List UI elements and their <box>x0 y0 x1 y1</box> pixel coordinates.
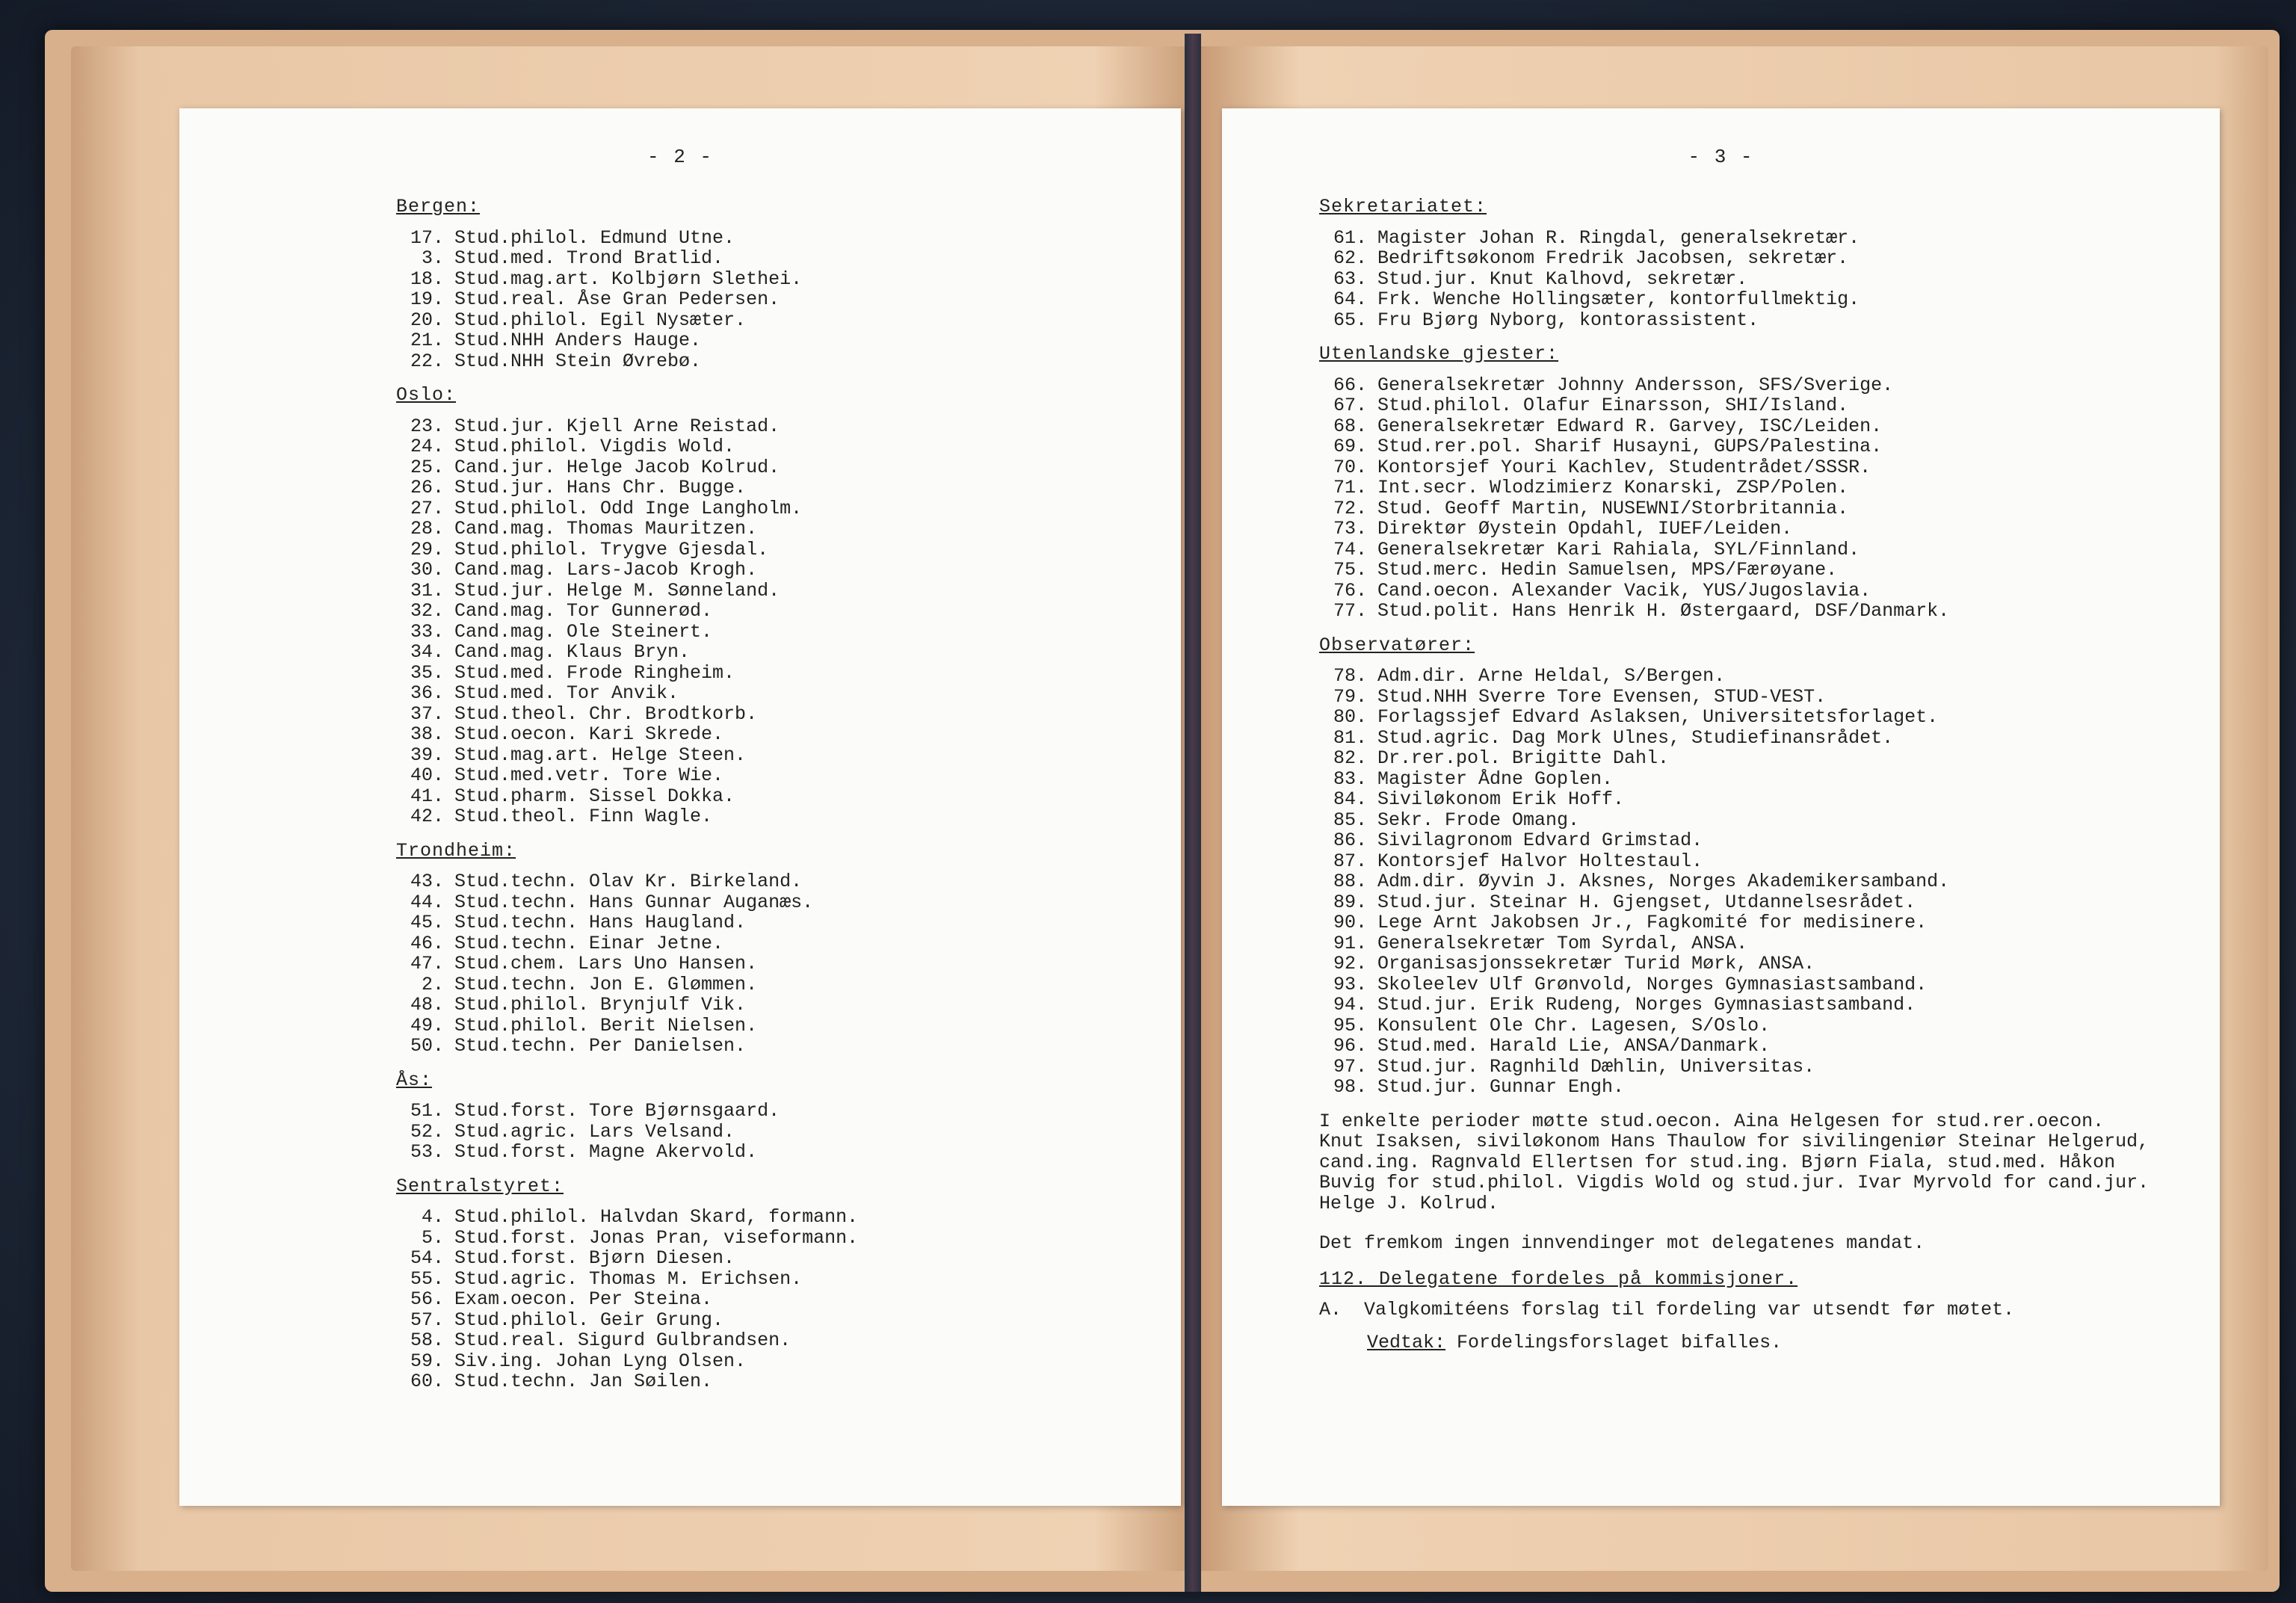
left-page <box>179 108 1181 1506</box>
delegate-row <box>1319 871 2204 892</box>
delegate-row <box>1319 728 2204 749</box>
delegate-number: 38. <box>410 723 444 745</box>
delegate-number: 37. <box>410 702 444 725</box>
delegate-row <box>1319 933 2204 954</box>
delegate-number: 76. <box>1333 579 1367 602</box>
delegate-number: 98. <box>1333 1076 1367 1098</box>
delegate-name: Stud.jur. Erik Rudeng, Norges Gymnasiastsamband. <box>1377 994 1916 1016</box>
section-heading: Observatører: <box>1319 634 1475 656</box>
delegate-number: 36. <box>410 682 444 704</box>
delegate-row <box>396 560 858 581</box>
delegate-name: Stud.philol. Olafur Einarsson, SHI/Island. <box>1377 395 1849 416</box>
delegate-row <box>396 478 858 498</box>
delegate-name: Skoleelev Ulf Grønvold, Norges Gymnasiastsamband. <box>1377 973 1928 995</box>
delegate-row <box>396 871 858 892</box>
delegate-name: Stud.forst. Magne Akervold. <box>454 1141 758 1163</box>
delegate-name: Cand.mag. Lars-Jacob Krogh. <box>454 559 758 581</box>
delegate-row <box>396 1351 858 1372</box>
delegate-number: 47. <box>410 953 444 975</box>
delegate-name: Stud.jur. Knut Kalhovd, sekretær. <box>1377 268 1748 290</box>
delegate-name: Sivilagronom Edvard Grimstad. <box>1377 830 1703 851</box>
delegate-row <box>1319 830 2204 851</box>
delegate-number: 26. <box>410 477 444 498</box>
delegate-name: Stud.med. Trond Bratlid. <box>454 247 724 269</box>
delegate-number: 60. <box>410 1371 444 1392</box>
delegate-name: Stud.techn. Per Danielsen. <box>454 1035 747 1057</box>
delegate-name: Bedriftsøkonom Fredrik Jacobsen, sekretær. <box>1377 247 1849 269</box>
delegate-number: 3. <box>421 247 444 269</box>
delegate-name: Cand.mag. Thomas Mauritzen. <box>454 518 758 540</box>
delegate-row <box>396 519 858 540</box>
mandate-paragraph: Det fremkom ingen innvendinger mot delegatenes mandat. <box>1319 1232 1925 1254</box>
delegate-row <box>396 1371 858 1392</box>
delegate-number: 81. <box>1333 726 1367 749</box>
delegate-row <box>1319 540 2204 560</box>
delegate-row <box>396 765 858 786</box>
delegate-name: Cand.mag. Ole Steinert. <box>454 620 713 643</box>
delegate-row <box>396 540 858 560</box>
delegate-number: 46. <box>410 932 444 954</box>
delegate-name: Stud.real. Sigurd Gulbrandsen. <box>454 1329 791 1351</box>
page-number: - 2 - <box>646 146 713 168</box>
vedtak-text: Fordelingsforslaget bifalles. <box>1445 1331 1783 1353</box>
delegate-number: 5. <box>421 1226 444 1249</box>
delegate-name: Exam.oecon. Per Steina. <box>454 1288 713 1310</box>
delegate-row <box>396 416 858 437</box>
delegate-number: 39. <box>410 744 444 766</box>
delegate-name: Stud.philol. Edmund Utne. <box>454 226 735 249</box>
delegate-row <box>396 892 858 913</box>
delegate-number: 62. <box>1333 247 1367 269</box>
delegate-number: 59. <box>410 1350 444 1372</box>
delegate-name: Generalsekretær Johnny Andersson, SFS/Sverige. <box>1377 374 1894 396</box>
delegate-row <box>396 601 858 622</box>
delegate-row <box>396 1036 858 1057</box>
delegate-name: Stud.pharm. Sissel Dokka. <box>454 785 735 807</box>
delegate-row <box>396 806 858 827</box>
delegate-number: 94. <box>1333 994 1367 1016</box>
delegate-row <box>1319 457 2204 478</box>
delegate-name: Stud.forst. Bjørn Diesen. <box>454 1247 735 1269</box>
delegate-row <box>396 683 858 704</box>
delegate-name: Stud.techn. Olav Kr. Birkeland. <box>454 871 803 892</box>
delegate-row <box>396 704 858 725</box>
delegate-number: 56. <box>410 1288 444 1310</box>
delegate-name: Stud.jur. Hans Chr. Bugge. <box>454 477 747 498</box>
section-heading: Bergen: <box>396 196 481 217</box>
delegate-row <box>396 1310 858 1331</box>
delegate-row <box>396 995 858 1016</box>
delegate-row <box>1319 228 2204 249</box>
delegate-name: Stud.jur. Steinar H. Gjengset, Utdannelsesrådet. <box>1377 891 1916 913</box>
delegate-name: Stud.mag.art. Kolbjørn Slethei. <box>454 268 803 290</box>
delegate-name: Cand.mag. Tor Gunnerød. <box>454 600 713 622</box>
section-heading: Trondheim: <box>396 839 516 862</box>
delegate-row <box>1319 478 2204 498</box>
delegate-name: Stud.philol. Odd Inge Langholm. <box>454 497 803 519</box>
delegate-row <box>1319 1016 2204 1037</box>
delegate-row <box>1319 1036 2204 1057</box>
delegate-name: Stud.techn. Jan Søilen. <box>454 1371 713 1392</box>
delegate-number: 68. <box>1333 415 1367 437</box>
delegate-row <box>1319 687 2204 708</box>
delegate-name: Konsulent Ole Chr. Lagesen, S/Oslo. <box>1377 1014 1771 1037</box>
left-page-content <box>396 183 858 1392</box>
delegate-number: 32. <box>410 600 444 622</box>
delegate-row <box>1319 560 2204 581</box>
delegate-name: Stud.jur. Kjell Arne Reistad. <box>454 415 780 437</box>
delegate-row <box>1319 416 2204 437</box>
agenda-heading: 112. Delegatene fordeles på kommisjoner. <box>1319 1267 1798 1290</box>
delegate-name: Stud.techn. Hans Haugland. <box>454 912 747 933</box>
delegate-number: 96. <box>1333 1035 1367 1057</box>
delegate-number: 25. <box>410 456 444 478</box>
delegate-number: 35. <box>410 661 444 684</box>
delegate-name: Stud.philol. Halvdan Skard, formann. <box>454 1206 859 1228</box>
delegate-number: 42. <box>410 806 444 827</box>
delegate-row <box>1319 748 2204 769</box>
delegate-number: 49. <box>410 1014 444 1037</box>
delegate-row <box>396 248 858 269</box>
delegate-name: Stud.philol. Egil Nysæter. <box>454 309 747 331</box>
right-page-content <box>1319 183 2204 1353</box>
delegate-number: 92. <box>1333 953 1367 975</box>
delegate-name: Adm.dir. Øyvin J. Aksnes, Norges Akademikersamband. <box>1377 871 1950 892</box>
delegate-number: 57. <box>410 1309 444 1331</box>
delegate-name: Stud.oecon. Kari Skrede. <box>454 723 724 745</box>
delegate-name: Stud.NHH Anders Hauge. <box>454 330 702 351</box>
delegate-number: 61. <box>1333 226 1367 249</box>
delegate-number: 63. <box>1333 268 1367 290</box>
delegate-number: 22. <box>410 350 444 372</box>
delegate-row <box>1319 707 2204 728</box>
delegate-name: Adm.dir. Arne Heldal, S/Bergen. <box>1377 665 1726 687</box>
delegate-number: 80. <box>1333 706 1367 728</box>
delegate-number: 19. <box>410 288 444 310</box>
substitution-paragraph: I enkelte perioder møtte stud.oecon. Aina Helgesen for stud.rer.oecon. Knut Isaksen, siviløkonom Hans Thaulow for sivilingeniør Steinar Helgerud, cand.ing. Ragnvald Ellertsen for stud.ing. Bjørn Fiala, stud.med. Håkon Buvig for stud.philol. Vigdis Wold og stud.jur. Ivar Myrvold for cand.jur. Helge J. Kolrud. <box>1319 1110 2150 1214</box>
delegate-row <box>396 289 858 310</box>
delegate-row <box>396 1122 858 1143</box>
delegate-row <box>396 498 858 519</box>
delegate-row <box>1319 892 2204 913</box>
delegate-name: Fru Bjørg Nyborg, kontorassistent. <box>1377 309 1759 331</box>
delegate-name: Generalsekretær Kari Rahiala, SYL/Finnland. <box>1377 538 1860 560</box>
delegate-row <box>1319 666 2204 687</box>
delegate-name: Stud.med.vetr. Tore Wie. <box>454 765 724 786</box>
delegate-name: Stud.med. Tor Anvik. <box>454 682 679 704</box>
delegate-name: Stud.theol. Chr. Brodtkorb. <box>454 702 758 725</box>
delegate-number: 27. <box>410 497 444 519</box>
delegate-name: Stud.med. Harald Lie, ANSA/Danmark. <box>1377 1035 1771 1057</box>
delegate-name: Int.secr. Wlodzimierz Konarski, ZSP/Polen. <box>1377 477 1849 498</box>
vedtak-label: Vedtak: <box>1367 1331 1446 1353</box>
delegate-row <box>1319 789 2204 810</box>
delegate-row <box>1319 851 2204 872</box>
section-heading: Sekretariatet: <box>1319 196 1487 217</box>
delegate-name: Stud.forst. Jonas Pran, viseformann. <box>454 1226 859 1249</box>
delegate-number: 71. <box>1333 477 1367 498</box>
right-sections <box>1319 197 2204 1098</box>
delegate-number: 17. <box>410 226 444 249</box>
delegate-number: 75. <box>1333 559 1367 581</box>
delegate-row <box>1319 375 2204 396</box>
delegate-number: 31. <box>410 579 444 602</box>
delegate-number: 53. <box>410 1141 444 1163</box>
delegate-name: Stud.med. Frode Ringheim. <box>454 661 735 684</box>
delegate-row <box>1319 1057 2204 1078</box>
delegate-number: 86. <box>1333 830 1367 851</box>
delegate-number: 43. <box>410 871 444 892</box>
delegate-name: Lege Arnt Jakobsen Jr., Fagkomité for medisinere. <box>1377 912 1928 933</box>
right-page <box>1222 108 2220 1506</box>
delegate-name: Stud.agric. Lars Velsand. <box>454 1120 735 1143</box>
delegate-number: 70. <box>1333 456 1367 478</box>
delegate-name: Organisasjonssekretær Turid Mørk, ANSA. <box>1377 953 1815 975</box>
delegate-name: Forlagssjef Edvard Aslaksen, Universitetsforlaget. <box>1377 706 1939 728</box>
delegate-number: 77. <box>1333 600 1367 622</box>
delegate-number: 44. <box>410 891 444 913</box>
delegate-number: 18. <box>410 268 444 290</box>
delegate-name: Direktør Øystein Opdahl, IUEF/Leiden. <box>1377 518 1793 540</box>
delegate-number: 73. <box>1333 518 1367 540</box>
delegate-number: 48. <box>410 994 444 1016</box>
delegate-number: 79. <box>1333 685 1367 708</box>
delegate-row <box>396 1269 858 1290</box>
delegate-number: 67. <box>1333 395 1367 416</box>
delegate-row <box>396 351 858 372</box>
delegate-row <box>1319 601 2204 622</box>
delegate-number: 74. <box>1333 538 1367 560</box>
delegate-name: Sekr. Frode Omang. <box>1377 809 1580 831</box>
delegate-name: Stud.real. Åse Gran Pedersen. <box>454 288 780 310</box>
delegate-name: Stud.techn. Einar Jetne. <box>454 932 724 954</box>
delegate-row <box>1319 519 2204 540</box>
delegate-row <box>396 622 858 643</box>
delegate-name: Stud.techn. Hans Gunnar Auganæs. <box>454 891 814 913</box>
delegate-number: 2. <box>421 973 444 995</box>
delegate-row <box>1319 1077 2204 1098</box>
delegate-name: Magister Johan R. Ringdal, generalsekretær. <box>1377 226 1860 249</box>
delegate-row <box>1319 912 2204 933</box>
delegate-number: 40. <box>410 765 444 786</box>
delegate-name: Cand.oecon. Alexander Vacik, YUS/Jugoslavia. <box>1377 579 1871 602</box>
delegate-number: 21. <box>410 330 444 351</box>
delegate-number: 84. <box>1333 788 1367 810</box>
delegate-number: 45. <box>410 912 444 933</box>
delegate-row <box>396 269 858 290</box>
delegate-name: Stud.polit. Hans Henrik H. Østergaard, DSF/Danmark. <box>1377 600 1950 622</box>
delegate-name: Siviløkonom Erik Hoff. <box>1377 788 1625 810</box>
delegate-row <box>396 933 858 954</box>
delegate-name: Stud.forst. Tore Bjørnsgaard. <box>454 1100 780 1122</box>
delegate-name: Stud.jur. Gunnar Engh. <box>1377 1076 1625 1098</box>
delegate-row <box>1319 995 2204 1016</box>
delegate-row <box>396 436 858 457</box>
delegate-row <box>1319 769 2204 790</box>
delegate-number: 95. <box>1333 1014 1367 1037</box>
delegate-row <box>396 581 858 602</box>
delegate-row <box>396 912 858 933</box>
delegate-name: Cand.mag. Klaus Bryn. <box>454 641 691 663</box>
delegate-number: 4. <box>421 1206 444 1228</box>
delegate-number: 51. <box>410 1100 444 1122</box>
delegate-number: 72. <box>1333 497 1367 519</box>
delegate-row <box>396 975 858 995</box>
section-heading: Ås: <box>396 1069 433 1091</box>
delegate-name: Stud.jur. Ragnhild Dæhlin, Universitas. <box>1377 1055 1815 1078</box>
delegate-number: 29. <box>410 538 444 560</box>
delegate-name: Magister Ådne Goplen. <box>1377 767 1614 790</box>
delegate-number: 24. <box>410 436 444 457</box>
agenda-item-a: A. Valgkomitéens forslag til fordeling var utsendt før møtet. <box>1319 1299 2015 1321</box>
delegate-name: Stud.NHH Sverre Tore Evensen, STUD-VEST. <box>1377 685 1827 708</box>
delegate-name: Stud.theol. Finn Wagle. <box>454 806 713 827</box>
delegate-number: 54. <box>410 1247 444 1269</box>
section-heading: Sentralstyret: <box>396 1175 564 1197</box>
delegate-number: 20. <box>410 309 444 331</box>
delegate-number: 82. <box>1333 747 1367 769</box>
delegate-name: Generalsekretær Edward R. Garvey, ISC/Leiden. <box>1377 415 1883 437</box>
delegate-number: 33. <box>410 620 444 643</box>
delegate-row <box>396 786 858 807</box>
delegate-row <box>396 228 858 249</box>
delegate-row <box>1319 289 2204 310</box>
delegate-number: 89. <box>1333 891 1367 913</box>
delegate-row <box>1319 581 2204 602</box>
delegate-row <box>396 1228 858 1249</box>
delegate-name: Cand.jur. Helge Jacob Kolrud. <box>454 456 780 478</box>
delegate-name: Stud.philol. Geir Grung. <box>454 1309 724 1331</box>
delegate-row <box>396 1142 858 1163</box>
delegate-row <box>396 1207 858 1228</box>
delegate-name: Kontorsjef Youri Kachlev, Studentrådet/SSSR. <box>1377 456 1871 478</box>
delegate-name: Stud.philol. Trygve Gjesdal. <box>454 538 769 560</box>
delegate-row <box>1319 975 2204 995</box>
delegate-number: 34. <box>410 641 444 663</box>
delegate-name: Stud.techn. Jon E. Glømmen. <box>454 973 758 995</box>
delegate-number: 85. <box>1333 809 1367 831</box>
delegate-name: Kontorsjef Halvor Holtestaul. <box>1377 850 1703 872</box>
section-heading: Utenlandske gjester: <box>1319 343 1559 365</box>
delegate-number: 83. <box>1333 767 1367 790</box>
delegate-number: 55. <box>410 1267 444 1290</box>
delegate-row <box>396 642 858 663</box>
delegate-name: Siv.ing. Johan Lyng Olsen. <box>454 1350 747 1372</box>
delegate-name: Stud.jur. Helge M. Sønneland. <box>454 579 780 602</box>
delegate-row <box>396 457 858 478</box>
delegate-row <box>1319 310 2204 331</box>
delegate-number: 97. <box>1333 1055 1367 1078</box>
delegate-name: Stud.philol. Berit Nielsen. <box>454 1014 758 1037</box>
delegate-name: Stud.rer.pol. Sharif Husayni, GUPS/Palestina. <box>1377 436 1883 457</box>
delegate-row <box>1319 498 2204 519</box>
delegate-row <box>396 745 858 766</box>
delegate-name: Stud.agric. Thomas M. Erichsen. <box>454 1267 803 1290</box>
delegate-number: 91. <box>1333 932 1367 954</box>
delegate-number: 23. <box>410 415 444 437</box>
delegate-row <box>1319 248 2204 269</box>
delegate-number: 78. <box>1333 665 1367 687</box>
delegate-row <box>1319 436 2204 457</box>
delegate-row <box>396 663 858 684</box>
delegate-number: 30. <box>410 559 444 581</box>
delegate-number: 66. <box>1333 374 1367 396</box>
delegate-name: Stud.philol. Vigdis Wold. <box>454 436 735 457</box>
delegate-number: 58. <box>410 1329 444 1351</box>
delegate-row <box>396 1248 858 1269</box>
delegate-number: 64. <box>1333 288 1367 310</box>
delegate-number: 65. <box>1333 309 1367 331</box>
delegate-name: Stud.agric. Dag Mork Ulnes, Studiefinansrådet. <box>1377 726 1894 749</box>
delegate-name: Stud.merc. Hedin Samuelsen, MPS/Færøyane. <box>1377 559 1838 581</box>
delegate-name: Stud.mag.art. Helge Steen. <box>454 744 747 766</box>
delegate-row <box>396 310 858 331</box>
delegate-number: 52. <box>410 1120 444 1143</box>
delegate-number: 41. <box>410 785 444 807</box>
section-heading: Oslo: <box>396 384 457 406</box>
delegate-name: Dr.rer.pol. Brigitte Dahl. <box>1377 747 1670 769</box>
delegate-number: 93. <box>1333 973 1367 995</box>
delegate-row <box>1319 269 2204 290</box>
delegate-row <box>396 724 858 745</box>
delegate-row <box>396 954 858 975</box>
delegate-row <box>396 1330 858 1351</box>
delegate-number: 88. <box>1333 871 1367 892</box>
delegate-name: Generalsekretær Tom Syrdal, ANSA. <box>1377 932 1748 954</box>
delegate-name: Frk. Wenche Hollingsæter, kontorfullmektig. <box>1377 288 1860 310</box>
delegate-number: 28. <box>410 518 444 540</box>
delegate-name: Stud.NHH Stein Øvrebø. <box>454 350 702 372</box>
delegate-row <box>396 1016 858 1037</box>
delegate-name: Stud.philol. Brynjulf Vik. <box>454 994 747 1016</box>
delegate-row <box>1319 954 2204 975</box>
delegate-row <box>1319 395 2204 416</box>
delegate-row <box>396 330 858 351</box>
delegate-row <box>396 1101 858 1122</box>
delegate-number: 87. <box>1333 850 1367 872</box>
vedtak-line <box>1319 1332 2204 1353</box>
delegate-number: 90. <box>1333 912 1367 933</box>
page-number: - 3 - <box>1688 146 1754 168</box>
delegate-name: Stud.chem. Lars Uno Hansen. <box>454 953 758 975</box>
delegate-number: 69. <box>1333 436 1367 457</box>
delegate-row <box>1319 810 2204 831</box>
delegate-name: Stud. Geoff Martin, NUSEWNI/Storbritannia. <box>1377 497 1849 519</box>
book-gutter <box>1185 34 1201 1592</box>
delegate-number: 50. <box>410 1035 444 1057</box>
delegate-row <box>396 1289 858 1310</box>
